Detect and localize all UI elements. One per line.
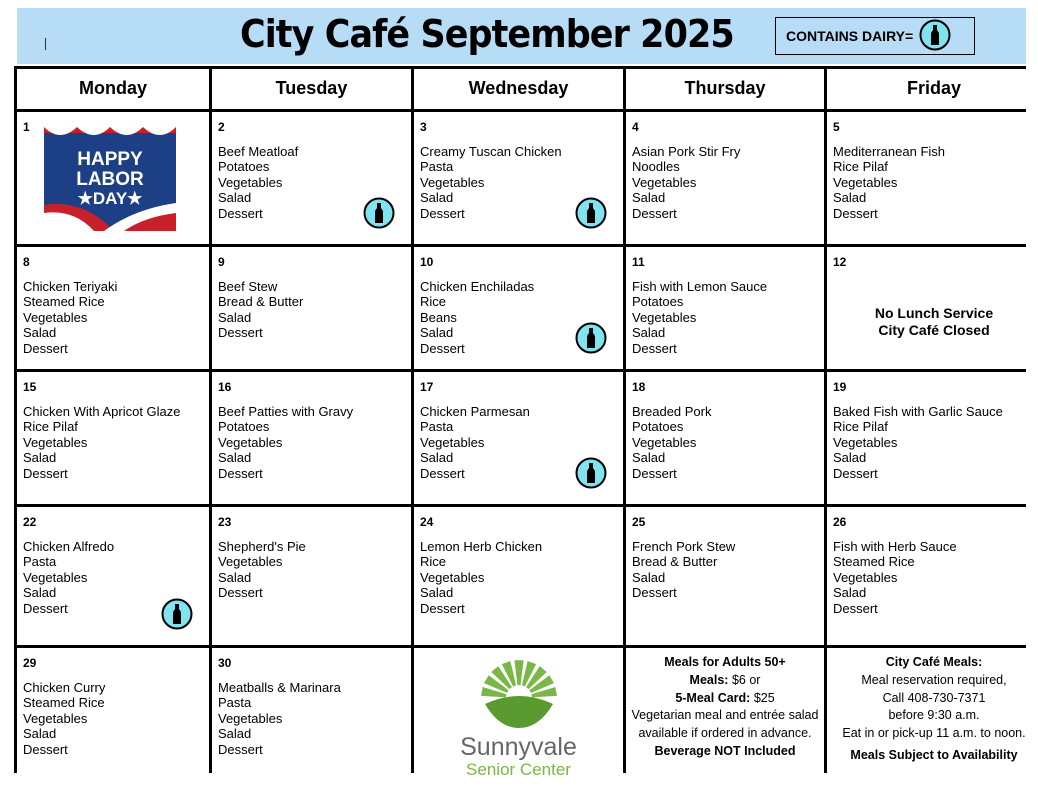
cafe-info xyxy=(827,648,1038,791)
pricing-title: Meals for Adults 50+ xyxy=(664,655,786,669)
day-number: 23 xyxy=(218,515,232,529)
menu-item: Salad xyxy=(23,726,57,741)
notice-line: No Lunch Service xyxy=(874,304,994,321)
menu-item: Potatoes xyxy=(632,294,684,309)
menu-item: Dessert xyxy=(420,205,465,221)
day-number: 30 xyxy=(218,656,232,670)
day-number: 22 xyxy=(23,515,37,529)
day-cell xyxy=(17,507,209,645)
menu-item: Chicken Teriyaki xyxy=(23,278,118,294)
menu-item: Potatoes xyxy=(218,419,270,434)
menu-item: Steamed Rice xyxy=(23,695,105,710)
menu-item: Pasta xyxy=(23,554,57,569)
card-label: 5-Meal Card: xyxy=(675,690,751,705)
day-cell xyxy=(414,247,623,369)
menu-item: Vegetables xyxy=(420,174,485,190)
day-cell xyxy=(414,372,623,504)
day-cell xyxy=(827,372,1038,504)
day-cell xyxy=(212,372,411,504)
weekday-header: Wednesday xyxy=(414,69,623,109)
logo-line2: Senior Center xyxy=(466,759,571,779)
menu-item: Beef Patties with Gravy xyxy=(218,403,354,419)
menu-item: Beans xyxy=(420,309,457,325)
day-cell xyxy=(212,112,411,244)
menu-item: Dessert xyxy=(23,340,68,356)
menu-item: Salad xyxy=(23,585,57,600)
menu-item: Dessert xyxy=(23,600,68,616)
weekday-header: Friday xyxy=(827,69,1038,109)
labor-day-image xyxy=(44,119,176,231)
menu-item: Vegetables xyxy=(218,434,283,450)
menu-item: Dessert xyxy=(632,465,677,481)
svg-text:HAPPY: HAPPY xyxy=(77,149,143,170)
menu-item: Salad xyxy=(833,450,867,465)
menu-item: Vegetables xyxy=(420,434,485,450)
menu-item: Salad xyxy=(218,309,252,325)
menu-item: Dessert xyxy=(632,205,677,221)
menu-item: Dessert xyxy=(833,205,878,221)
day-cell xyxy=(212,247,411,369)
day-number: 18 xyxy=(632,380,646,394)
dairy-legend xyxy=(775,17,975,55)
closed-notice xyxy=(833,305,1035,339)
menu-item: Dessert xyxy=(632,340,677,356)
menu-item: Salad xyxy=(632,569,666,585)
dairy-bottle-icon xyxy=(161,598,193,634)
menu-item: Beef Meatloaf xyxy=(218,143,299,159)
menu-item: Fish with Lemon Sauce xyxy=(632,278,768,294)
day-cell xyxy=(212,507,411,645)
day-cell xyxy=(414,507,623,645)
menu-item: Meatballs & Marinara xyxy=(218,679,341,695)
menu-item: Dessert xyxy=(218,205,263,221)
dairy-bottle-icon xyxy=(575,197,607,233)
menu-item: Potatoes xyxy=(218,159,270,174)
info-line: Eat in or pick-up 11 a.m. to noon. xyxy=(842,726,1026,741)
menu-item: Salad xyxy=(420,585,454,600)
menu-item: Vegetables xyxy=(833,569,898,585)
day-cell xyxy=(827,247,1038,369)
menu-item: Potatoes xyxy=(632,419,684,434)
day-number: 1 xyxy=(23,120,30,134)
day-cell xyxy=(626,507,824,645)
menu-item: Vegetables xyxy=(833,434,898,450)
menu-item: Pasta xyxy=(420,159,454,174)
menu-item: Dessert xyxy=(218,741,263,757)
svg-text:★DAY★: ★DAY★ xyxy=(77,189,143,208)
menu-item: Rice Pilaf xyxy=(833,159,888,174)
menu-item: Breaded Pork xyxy=(632,403,712,419)
menu-item: Baked Fish with Garlic Sauce xyxy=(833,403,1003,419)
menu-item: Salad xyxy=(218,190,252,205)
menu-item: Salad xyxy=(420,325,454,340)
menu-item: Dessert xyxy=(218,585,263,600)
vegetarian-note: Vegetarian meal and entrée salad available if ordered in advance. xyxy=(631,708,819,741)
menu-item: Dessert xyxy=(420,340,465,356)
menu-item: Salad xyxy=(632,325,666,340)
dairy-bottle-icon xyxy=(363,197,395,233)
info-line: Meal reservation required, xyxy=(861,672,1007,687)
menu-item: Bread & Butter xyxy=(218,294,304,309)
day-number: 5 xyxy=(833,120,840,134)
menu-item: Chicken Parmesan xyxy=(420,403,530,419)
card-value: $25 xyxy=(753,690,775,705)
day-number: 4 xyxy=(632,120,639,134)
day-number: 8 xyxy=(23,255,30,269)
menu-item: Salad xyxy=(632,190,666,205)
menu-item: Vegetables xyxy=(23,434,88,450)
day-cell xyxy=(17,648,209,791)
menu-item: Vegetables xyxy=(23,710,88,726)
dairy-bottle-icon xyxy=(575,322,607,358)
day-number: 2 xyxy=(218,120,225,134)
menu-item: Dessert xyxy=(420,465,465,481)
day-number: 10 xyxy=(420,255,434,269)
menu-item: Vegetables xyxy=(632,434,697,450)
menu-item: Vegetables xyxy=(632,309,697,325)
day-cell xyxy=(414,112,623,244)
day-cell xyxy=(626,247,824,369)
day-number: 9 xyxy=(218,255,225,269)
availability-note: Meals Subject to Availability xyxy=(850,747,1018,762)
menu-item: Dessert xyxy=(218,465,263,481)
menu-item: Asian Pork Stir Fry xyxy=(632,143,741,159)
menu-item: Mediterranean Fish xyxy=(833,143,945,159)
menu-item: Salad xyxy=(218,726,252,741)
menu-item: Vegetables xyxy=(420,569,485,585)
page-title: City Café September 2025 xyxy=(240,12,734,56)
menu-item: Salad xyxy=(23,325,57,340)
menu-item: Vegetables xyxy=(23,309,88,325)
menu-item: Salad xyxy=(420,450,454,465)
day-cell xyxy=(17,372,209,504)
menu-item: Vegetables xyxy=(632,174,697,190)
day-number: 11 xyxy=(632,255,645,269)
day-number: 25 xyxy=(632,515,646,529)
day-cell xyxy=(827,112,1038,244)
menu-item: Vegetables xyxy=(218,554,283,569)
menu-item: Steamed Rice xyxy=(833,554,915,569)
menu-item: Salad xyxy=(218,450,252,465)
beverage-note: Beverage NOT Included xyxy=(654,743,796,758)
weekday-header: Monday xyxy=(17,69,209,109)
menu-item: Chicken Alfredo xyxy=(23,538,115,554)
notice-line: City Café Closed xyxy=(878,321,990,338)
pricing-info xyxy=(626,648,824,791)
day-number: 26 xyxy=(833,515,847,529)
menu-item: Beef Stew xyxy=(218,278,278,294)
calendar-grid xyxy=(14,66,1026,779)
menu-item: Creamy Tuscan Chicken xyxy=(420,143,562,159)
menu-item: Salad xyxy=(833,585,867,600)
text-cursor xyxy=(45,38,46,50)
menu-item: Dessert xyxy=(632,585,677,600)
svg-text:LABOR: LABOR xyxy=(76,169,144,190)
menu-item: Lemon Herb Chicken xyxy=(420,538,543,554)
info-line: before 9:30 a.m. xyxy=(888,708,980,723)
menu-item: Rice xyxy=(420,294,447,309)
logo-cell xyxy=(414,648,623,791)
menu-item: Vegetables xyxy=(833,174,898,190)
day-number: 12 xyxy=(833,255,847,269)
menu-item: Noodles xyxy=(632,159,680,174)
meals-value: $6 or xyxy=(731,672,761,687)
legend-label: CONTAINS DAIRY= xyxy=(786,28,914,44)
sunnyvale-logo-icon xyxy=(479,658,559,730)
menu-item: Pasta xyxy=(218,695,252,710)
menu-item: Bread & Butter xyxy=(632,554,718,569)
menu-item: Pasta xyxy=(420,419,454,434)
day-cell xyxy=(17,247,209,369)
day-number: 16 xyxy=(218,380,232,394)
menu-item: French Pork Stew xyxy=(632,538,736,554)
menu-item: Vegetables xyxy=(218,174,283,190)
menu-item: Fish with Herb Sauce xyxy=(833,538,957,554)
menu-item: Rice Pilaf xyxy=(833,419,888,434)
menu-item: Salad xyxy=(833,190,867,205)
menu-item: Shepherd's Pie xyxy=(218,538,306,554)
info-title: City Café Meals: xyxy=(885,655,983,669)
day-cell xyxy=(17,112,209,244)
menu-item: Dessert xyxy=(833,465,878,481)
day-number: 3 xyxy=(420,120,427,134)
menu-item: Chicken Enchiladas xyxy=(420,278,535,294)
day-number: 17 xyxy=(420,380,434,394)
day-number: 19 xyxy=(833,380,847,394)
day-number: 24 xyxy=(420,515,434,529)
logo-line1: Sunnyvale xyxy=(460,732,577,761)
menu-item: Dessert xyxy=(833,600,878,616)
menu-item: Salad xyxy=(218,569,252,585)
menu-item: Dessert xyxy=(23,741,68,757)
day-number: 29 xyxy=(23,656,37,670)
day-cell xyxy=(626,372,824,504)
menu-item: Dessert xyxy=(420,600,465,616)
weekday-header: Tuesday xyxy=(212,69,411,109)
dairy-bottle-icon xyxy=(575,457,607,493)
meals-label: Meals: xyxy=(689,672,729,687)
menu-item: Rice Pilaf xyxy=(23,419,78,434)
menu-item: Rice xyxy=(420,554,447,569)
menu-item: Chicken With Apricot Glaze xyxy=(23,403,181,419)
menu-item: Vegetables xyxy=(23,569,88,585)
menu-item: Steamed Rice xyxy=(23,294,105,309)
dairy-bottle-icon xyxy=(919,19,951,54)
weekday-header: Thursday xyxy=(626,69,824,109)
day-number: 15 xyxy=(23,380,37,394)
menu-item: Chicken Curry xyxy=(23,679,106,695)
day-cell xyxy=(827,507,1038,645)
menu-item: Vegetables xyxy=(218,710,283,726)
menu-item: Salad xyxy=(420,190,454,205)
menu-item: Salad xyxy=(23,450,57,465)
day-cell xyxy=(626,112,824,244)
day-cell xyxy=(212,648,411,791)
info-phone: Call 408-730-7371 xyxy=(882,690,986,705)
menu-item: Dessert xyxy=(23,465,68,481)
menu-item: Dessert xyxy=(218,325,263,340)
menu-item: Salad xyxy=(632,450,666,465)
